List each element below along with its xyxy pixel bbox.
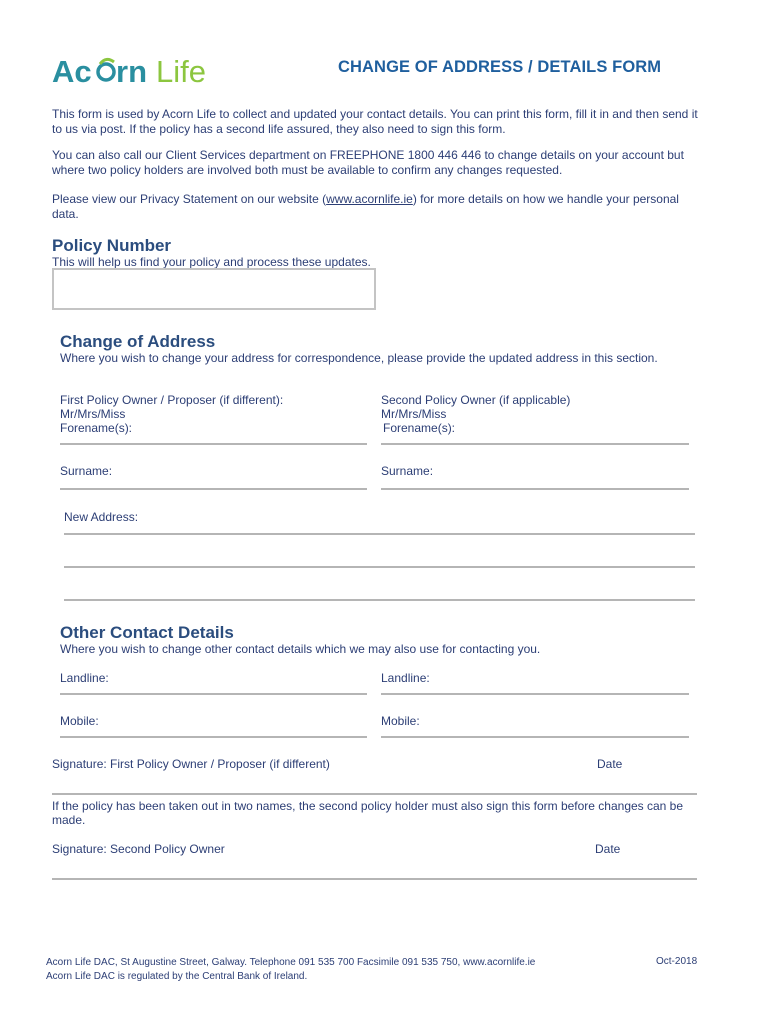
other-contact-heading: Other Contact Details	[60, 623, 234, 642]
first-signature-field[interactable]	[52, 793, 697, 795]
new-address-line-2[interactable]	[64, 566, 695, 568]
intro-paragraph-2: You can also call our Client Services department on FREEPHONE 1800 446 446 to change details on your account but where two policy holders are involved both must be available to confirm any changes requested.	[52, 148, 684, 177]
acorn-logo-icon	[52, 52, 222, 92]
second-owner-surname-field[interactable]	[381, 488, 689, 490]
first-landline-field[interactable]	[60, 693, 367, 695]
first-mobile-label: Mobile:	[60, 714, 99, 728]
second-landline-label: Landline:	[381, 671, 430, 685]
new-address-line-1[interactable]	[64, 533, 695, 535]
policy-number-heading: Policy Number	[52, 236, 172, 255]
second-signature-label: Signature: Second Policy Owner	[52, 842, 225, 856]
second-owner-forename-label: Forename(s):	[383, 421, 456, 435]
svg-text:rn: rn	[116, 54, 147, 89]
first-landline-label: Landline:	[60, 671, 109, 685]
website-link[interactable]: www.acornlife.ie	[326, 192, 413, 206]
first-signature-label: Signature: First Policy Owner / Proposer (if different)	[52, 757, 330, 771]
first-owner-forename-field[interactable]	[60, 443, 367, 445]
second-owner-title: Second Policy Owner (if applicable)	[381, 393, 571, 407]
footer-date: Oct-2018	[656, 956, 698, 967]
second-date-label: Date	[595, 842, 621, 856]
svg-text:Ac: Ac	[52, 54, 92, 89]
change-of-address-subtext: Where you wish to change your address for correspondence, please provide the updated address in this section.	[60, 351, 658, 365]
footer-text	[46, 956, 535, 984]
second-mobile-label: Mobile:	[381, 714, 420, 728]
new-address-line-3[interactable]	[64, 599, 695, 601]
change-of-address-heading: Change of Address	[60, 332, 216, 351]
acorn-life-logo	[52, 52, 222, 92]
first-owner-surname-field[interactable]	[60, 488, 367, 490]
first-owner-title-label: Mr/Mrs/Miss	[60, 407, 126, 421]
footer-address: Acorn Life DAC, St Augustine Street, Galway. Telephone 091 535 700 Facsimile 091 535 750, www.acornlife.ie	[46, 957, 536, 968]
second-owner-surname-label: Surname:	[381, 464, 434, 478]
intro-paragraph-1: This form is used by Acorn Life to collect and updated your contact details. You can print this form, fill it in and then send it to us via post. If the policy has a second life assured, they also need to sign this form.	[52, 107, 698, 136]
intro-paragraph-3	[52, 192, 702, 222]
form-title: CHANGE OF ADDRESS / DETAILS FORM	[338, 58, 662, 76]
second-owner-forename-field[interactable]	[381, 443, 689, 445]
second-signature-note: If the policy has been taken out in two names, the second policy holder must also sign this form before changes can be made.	[52, 799, 684, 827]
new-address-label: New Address:	[64, 510, 139, 524]
policy-number-subtext: This will help us find your policy and process these updates.	[52, 255, 371, 269]
second-signature-field[interactable]	[52, 878, 697, 880]
svg-text:Life: Life	[156, 54, 206, 89]
first-owner-forename-label: Forename(s):	[60, 421, 133, 435]
second-landline-field[interactable]	[381, 693, 689, 695]
first-date-label: Date	[597, 757, 623, 771]
second-mobile-field[interactable]	[381, 736, 689, 738]
first-owner-title: First Policy Owner / Proposer (if different):	[60, 393, 284, 407]
second-owner-title-label: Mr/Mrs/Miss	[381, 407, 447, 421]
first-owner-surname-label: Surname:	[60, 464, 113, 478]
policy-number-input[interactable]	[52, 268, 376, 310]
footer-regulation: Acorn Life DAC is regulated by the Central Bank of Ireland.	[46, 971, 308, 982]
privacy-text-after: ) for more details on how we handle your personal data.	[52, 192, 679, 221]
privacy-text-before: Please view our Privacy Statement on our website (	[52, 192, 327, 206]
first-mobile-field[interactable]	[60, 736, 367, 738]
other-contact-subtext: Where you wish to change other contact details which we may also use for contacting you.	[60, 642, 541, 656]
